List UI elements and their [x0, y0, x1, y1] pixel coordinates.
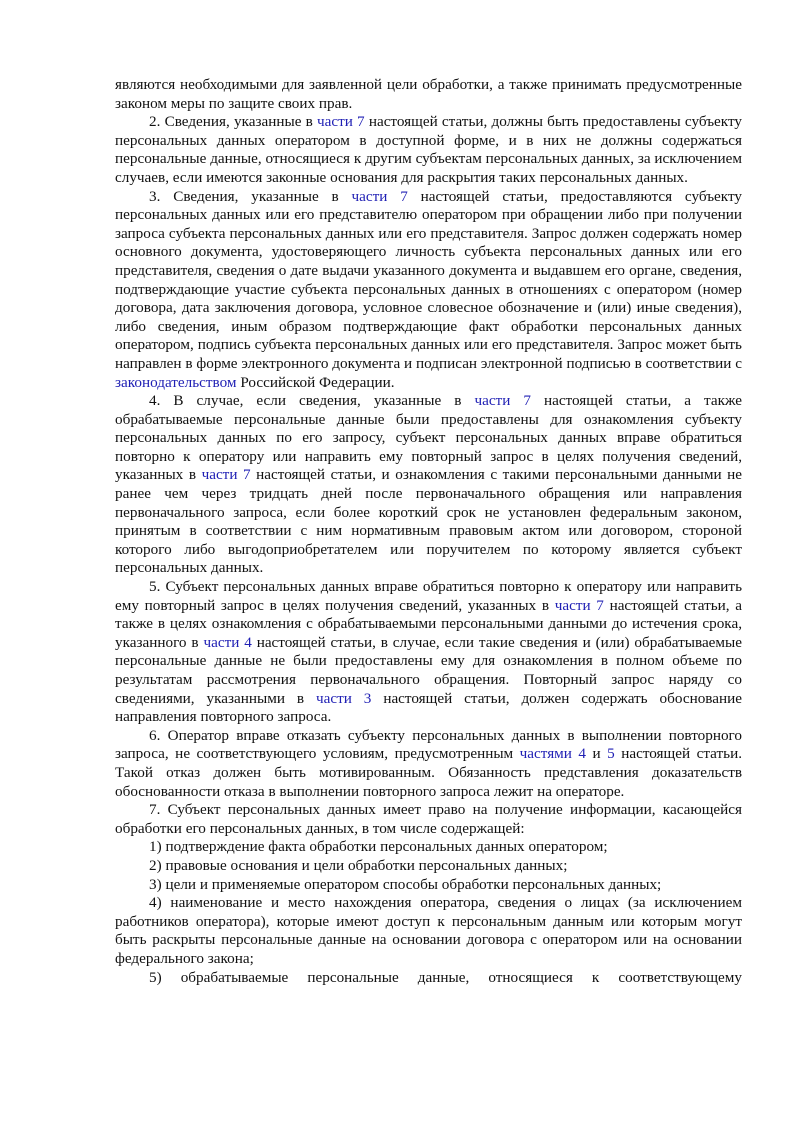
paragraph-7-3	[115, 876, 742, 895]
paragraph-5	[115, 578, 742, 727]
cross-reference-link[interactable]: части 7	[201, 466, 251, 484]
paragraph-7-5	[115, 969, 742, 988]
cross-reference-link[interactable]: части 4	[203, 633, 252, 651]
paragraph-text: 3) цели и применяемые оператором способы обработки персональных данных;	[149, 875, 662, 893]
paragraph-7-2	[115, 857, 742, 876]
paragraph-6	[115, 727, 742, 801]
cross-reference-link[interactable]: части 7	[474, 392, 531, 410]
paragraph-text: 5. Субъект персональных данных вправе обратиться повторно к оператору или направить ему повторный запрос в целях получения сведений, указанных в	[115, 578, 742, 614]
cross-reference-link[interactable]: части 7	[554, 596, 604, 614]
paragraph-3	[115, 188, 742, 393]
cross-reference-link[interactable]: части 3	[315, 689, 372, 707]
cross-reference-link[interactable]: части 7	[316, 113, 365, 131]
paragraph-text: 7. Субъект персональных данных имеет право на получение информации, касающейся обработки его персональных данных, в том числе содержащей:	[115, 801, 742, 837]
paragraph-text: настоящей статьи, а также в целях ознакомления с обрабатываемыми персональными данными до истечения срока, указанного в	[115, 596, 742, 651]
paragraph-text: настоящей статьи, в случае, если такие сведения и (или) обрабатываемые персональные данные не были предоставлены ему для ознакомления в полном объеме по результатам рассмотрения первоначального обращения. Повторный запрос наряду со сведениями, указанными в	[115, 633, 742, 707]
paragraph-text: настоящей статьи, а также обрабатываемые персональные данные были предоставлены для ознакомления субъекту персональных данных по его запросу, субъект персональных данных вправе обратиться повторно к оператору или направить ему повторный запрос в целях получения сведений, указанных в	[115, 392, 742, 484]
paragraph-text: 4) наименование и место нахождения оператора, сведения о лицах (за исключением работников оператора), которые имеют доступ к персональным данным или которым могут быть раскрыты персональные данные на основании договора с оператором или на основании федерального закона;	[115, 894, 742, 967]
paragraph-text: настоящей статьи. Такой отказ должен быть мотивированным. Обязанность представления доказательств обоснованности отказа в выполнении повторного запроса лежит на операторе.	[115, 745, 742, 800]
paragraph-7-1	[115, 838, 742, 857]
paragraph-text: являются необходимыми для заявленной цели обработки, а также принимать предусмотренные законом меры по защите своих прав.	[115, 76, 742, 112]
paragraph-text: 5) обрабатываемые персональные данные, относящиеся к соответствующему	[149, 968, 742, 986]
cross-reference-link[interactable]: законодательством	[115, 373, 237, 391]
paragraph-text: и	[586, 745, 608, 763]
paragraph-text: настоящей статьи, должен содержать обоснование направления повторного запроса.	[115, 689, 742, 726]
document-page	[115, 76, 742, 987]
paragraph-text: 6. Оператор вправе отказать субъекту персональных данных в выполнении повторного запроса, не соответствующего условиям, предусмотренным	[115, 726, 742, 763]
paragraph-text: Российской Федерации.	[236, 373, 395, 391]
paragraph-text: 2) правовые основания и цели обработки персональных данных;	[149, 856, 568, 874]
paragraph-text: 2. Сведения, указанные в	[149, 113, 317, 131]
paragraph-intro	[115, 76, 742, 113]
paragraph-text: 1) подтверждение факта обработки персональных данных оператором;	[149, 838, 608, 856]
paragraph-7	[115, 801, 742, 838]
paragraph-text: настоящей статьи, предоставляются субъекту персональных данных или его представителю оператором при обращении либо при получении запроса субъекта персональных данных или его представителя. Запрос должен содержать номер основного документа, удостоверяющего личность субъекта персональных данных или его представителя, сведения о дате выдачи указанного документа и выдавшем его органе, сведения, подтверждающие участие субъекта персональных данных в отношениях с оператором (номер договора, дата заключения договора, условное словесное обозначение и (или) иные сведения), либо сведения, иным образом подтверждающие факт обработки персональных данных оператором, подпись субъекта персональных данных или его представителя. Запрос может быть направлен в форме электронного документа и подписан электронной подписью в соответствии с	[115, 187, 743, 372]
paragraph-text: 4. В случае, если сведения, указанные в	[149, 392, 475, 410]
paragraph-text: настоящей статьи, и ознакомления с такими персональными данными не ранее чем через тридцать дней после первоначального обращения или направления первоначального запроса, если более короткий срок не установлен федеральным законом, принятым в соответствии с ним нормативным правовым актом или договором, стороной которого либо выгодоприобретателем или поручителем по которому является субъект персональных данных.	[115, 466, 742, 577]
cross-reference-link[interactable]: 5	[607, 745, 615, 763]
paragraph-2	[115, 113, 742, 187]
paragraph-7-4	[115, 894, 742, 968]
cross-reference-link[interactable]: части 7	[351, 187, 408, 205]
paragraph-4	[115, 392, 742, 578]
paragraph-text: настоящей статьи, должны быть предоставлены субъекту персональных данных оператором в доступной форме, и в них не должны содержаться персональные данные, относящиеся к другим субъектам персональных данных, за исключением случаев, если имеются законные основания для раскрытия таких персональных данных.	[115, 113, 743, 186]
cross-reference-link[interactable]: частями 4	[519, 745, 587, 763]
paragraph-text: 3. Сведения, указанные в	[149, 187, 352, 205]
